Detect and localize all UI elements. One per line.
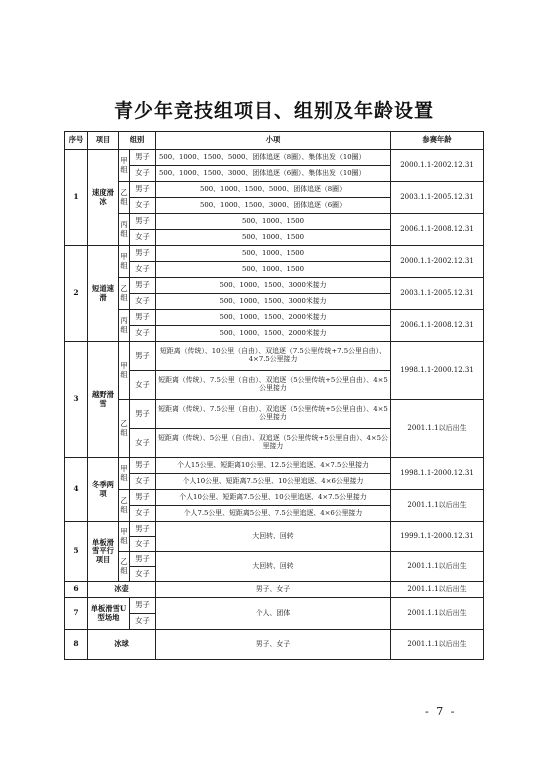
table-row <box>65 246 484 262</box>
sub-events: 500、1000、1500、3000、团体追逐（6圈） <box>156 198 391 214</box>
gender-cell: 男子 <box>130 342 156 371</box>
row-number: 2 <box>65 246 88 342</box>
age-range: 1999.1.1-2000.12.31 <box>391 522 484 552</box>
sub-events: 500、1000、1500、5000、团体追逐（8圈） <box>156 182 391 198</box>
table-row <box>65 182 484 198</box>
sub-events: 500、1000、1500 <box>156 230 391 246</box>
project-name: 冬季两项 <box>88 458 119 522</box>
row-number: 1 <box>65 150 88 246</box>
header-seq: 序号 <box>65 132 88 150</box>
sub-events: 个人10公里、短距离7.5公里、10公里追逐、4×7.5公里接力 <box>156 490 391 506</box>
table-header-row <box>65 132 484 150</box>
group-label: 乙组 <box>119 182 130 214</box>
table-row <box>65 150 484 166</box>
events-table <box>64 131 484 660</box>
gender-cell: 男子 <box>130 310 156 326</box>
gender-cell: 男子 <box>130 182 156 198</box>
gender-cell: 女子 <box>130 326 156 342</box>
gender-cell: 女子 <box>130 166 156 182</box>
age-range: 2000.1.1-2002.12.31 <box>391 246 484 278</box>
gender-cell: 女子 <box>130 371 156 400</box>
gender-cell: 女子 <box>130 614 156 630</box>
group-label: 甲组 <box>119 150 130 182</box>
sub-events: 短距离（传统）、10公里（自由）、双追逐（7.5公里传统+7.5公里自由）、4×7.5公里接力 <box>156 342 391 371</box>
project-name: 速度滑冰 <box>88 150 119 246</box>
sub-events: 500、1000、1500 <box>156 262 391 278</box>
table-row <box>65 490 484 506</box>
age-range: 2006.1.1-2008.12.31 <box>391 214 484 246</box>
table-row <box>65 458 484 474</box>
group-label: 乙组 <box>119 400 130 458</box>
gender-cell: 男子 <box>130 490 156 506</box>
age-range: 2001.1.1以后出生 <box>391 630 484 660</box>
gender-cell: 女子 <box>130 294 156 310</box>
gender-cell: 男子 <box>130 214 156 230</box>
project-name: 单板滑雪U型场地 <box>88 598 130 630</box>
row-number: 6 <box>65 582 88 598</box>
row-number: 7 <box>65 598 88 630</box>
row-number: 8 <box>65 630 88 660</box>
table-row <box>65 582 484 598</box>
age-range: 2001.1.1以后出生 <box>391 400 484 458</box>
project-name: 短道速滑 <box>88 246 119 342</box>
gender-cell: 女子 <box>130 429 156 458</box>
gender-cell: 女子 <box>130 537 156 552</box>
table-row <box>65 342 484 371</box>
gender-cell: 女子 <box>130 230 156 246</box>
table-row <box>65 278 484 294</box>
project-name: 越野滑雪 <box>88 342 119 458</box>
sub-events: 短距离（传统）、5公里（自由）、双追逐（5公里传统+5公里自由）、4×5公里接力 <box>156 429 391 458</box>
header-sub: 小项 <box>156 132 391 150</box>
table-row <box>65 598 484 614</box>
sub-events: 大回转、回转 <box>156 552 391 582</box>
table-row <box>65 400 484 429</box>
age-range: 2001.1.1以后出生 <box>391 552 484 582</box>
age-range: 1998.1.1-2000.12.31 <box>391 342 484 400</box>
sub-events: 大回转、回转 <box>156 522 391 552</box>
gender-cell: 男子 <box>130 598 156 614</box>
group-label: 丙组 <box>119 214 130 246</box>
group-label: 丙组 <box>119 310 130 342</box>
header-group: 组别 <box>119 132 156 150</box>
gender-cell: 男子 <box>130 522 156 537</box>
group-label: 甲组 <box>119 458 130 490</box>
sub-events: 500、1000、1500、2000米接力 <box>156 310 391 326</box>
sub-events: 短距离（传统）、7.5公里（自由）、双追逐（5公里传统+5公里自由）、4×5公里接力 <box>156 400 391 429</box>
gender-cell: 男子 <box>130 552 156 567</box>
group-label: 乙组 <box>119 278 130 310</box>
project-name: 冰球 <box>88 630 156 660</box>
header-project: 项目 <box>88 132 119 150</box>
table-row <box>65 214 484 230</box>
sub-events: 500、1000、1500、2000米接力 <box>156 326 391 342</box>
table-row <box>65 552 484 567</box>
sub-events: 个人15公里、短距离10公里、12.5公里追逐、4×7.5公里接力 <box>156 458 391 474</box>
sub-events: 个人7.5公里、短距离5公里、7.5公里追逐、4×6公里接力 <box>156 506 391 522</box>
gender-cell: 女子 <box>130 198 156 214</box>
group-label: 乙组 <box>119 490 130 522</box>
gender-cell: 男子 <box>130 246 156 262</box>
age-range: 2001.1.1以后出生 <box>391 598 484 630</box>
age-range: 2003.1.1-2005.12.31 <box>391 182 484 214</box>
table-row <box>65 630 484 660</box>
age-range: 1998.1.1-2000.12.31 <box>391 458 484 490</box>
project-name: 单板滑雪平行项目 <box>88 522 119 582</box>
sub-events: 男子、女子 <box>156 582 391 598</box>
group-label: 甲组 <box>119 246 130 278</box>
group-label: 甲组 <box>119 342 130 400</box>
page-number: - 7 - <box>425 705 457 718</box>
age-range: 2006.1.1-2008.12.31 <box>391 310 484 342</box>
age-range: 2003.1.1-2005.12.31 <box>391 278 484 310</box>
sub-events: 500、1000、1500、3000米接力 <box>156 294 391 310</box>
sub-events: 500、1000、1500 <box>156 246 391 262</box>
row-number: 4 <box>65 458 88 522</box>
gender-cell: 男子 <box>130 150 156 166</box>
group-label: 乙组 <box>119 552 130 582</box>
row-number: 3 <box>65 342 88 458</box>
sub-events: 500、1000、1500、3000、团体追逐（6圈）、集体出发（10圈） <box>156 166 391 182</box>
sub-events: 500、1000、1500、3000米接力 <box>156 278 391 294</box>
group-label: 甲组 <box>119 522 130 552</box>
sub-events: 短距离（传统）、7.5公里（自由）、双追逐（5公里传统+5公里自由）、4×5公里接力 <box>156 371 391 400</box>
row-number: 5 <box>65 522 88 582</box>
gender-cell: 女子 <box>130 567 156 582</box>
page-title: 青少年竞技组项目、组别及年龄设置 <box>113 100 434 122</box>
gender-cell: 女子 <box>130 262 156 278</box>
sub-events: 500、1000、1500 <box>156 214 391 230</box>
age-range: 2000.1.1-2002.12.31 <box>391 150 484 182</box>
age-range: 2001.1.1以后出生 <box>391 490 484 522</box>
sub-events: 男子、女子 <box>156 630 391 660</box>
header-age: 参赛年龄 <box>391 132 484 150</box>
sub-events: 个人10公里、短距离7.5公里、10公里追逐、4×6公里接力 <box>156 474 391 490</box>
age-range: 2001.1.1以后出生 <box>391 582 484 598</box>
sub-events: 个人、团体 <box>156 598 391 630</box>
gender-cell: 女子 <box>130 474 156 490</box>
table-row <box>65 522 484 537</box>
project-name: 冰壶 <box>88 582 156 598</box>
sub-events: 500、1000、1500、5000、团体追逐（8圈）、集体出发（10圈） <box>156 150 391 166</box>
gender-cell: 男子 <box>130 458 156 474</box>
gender-cell: 女子 <box>130 506 156 522</box>
gender-cell: 男子 <box>130 278 156 294</box>
gender-cell: 男子 <box>130 400 156 429</box>
table-row <box>65 310 484 326</box>
